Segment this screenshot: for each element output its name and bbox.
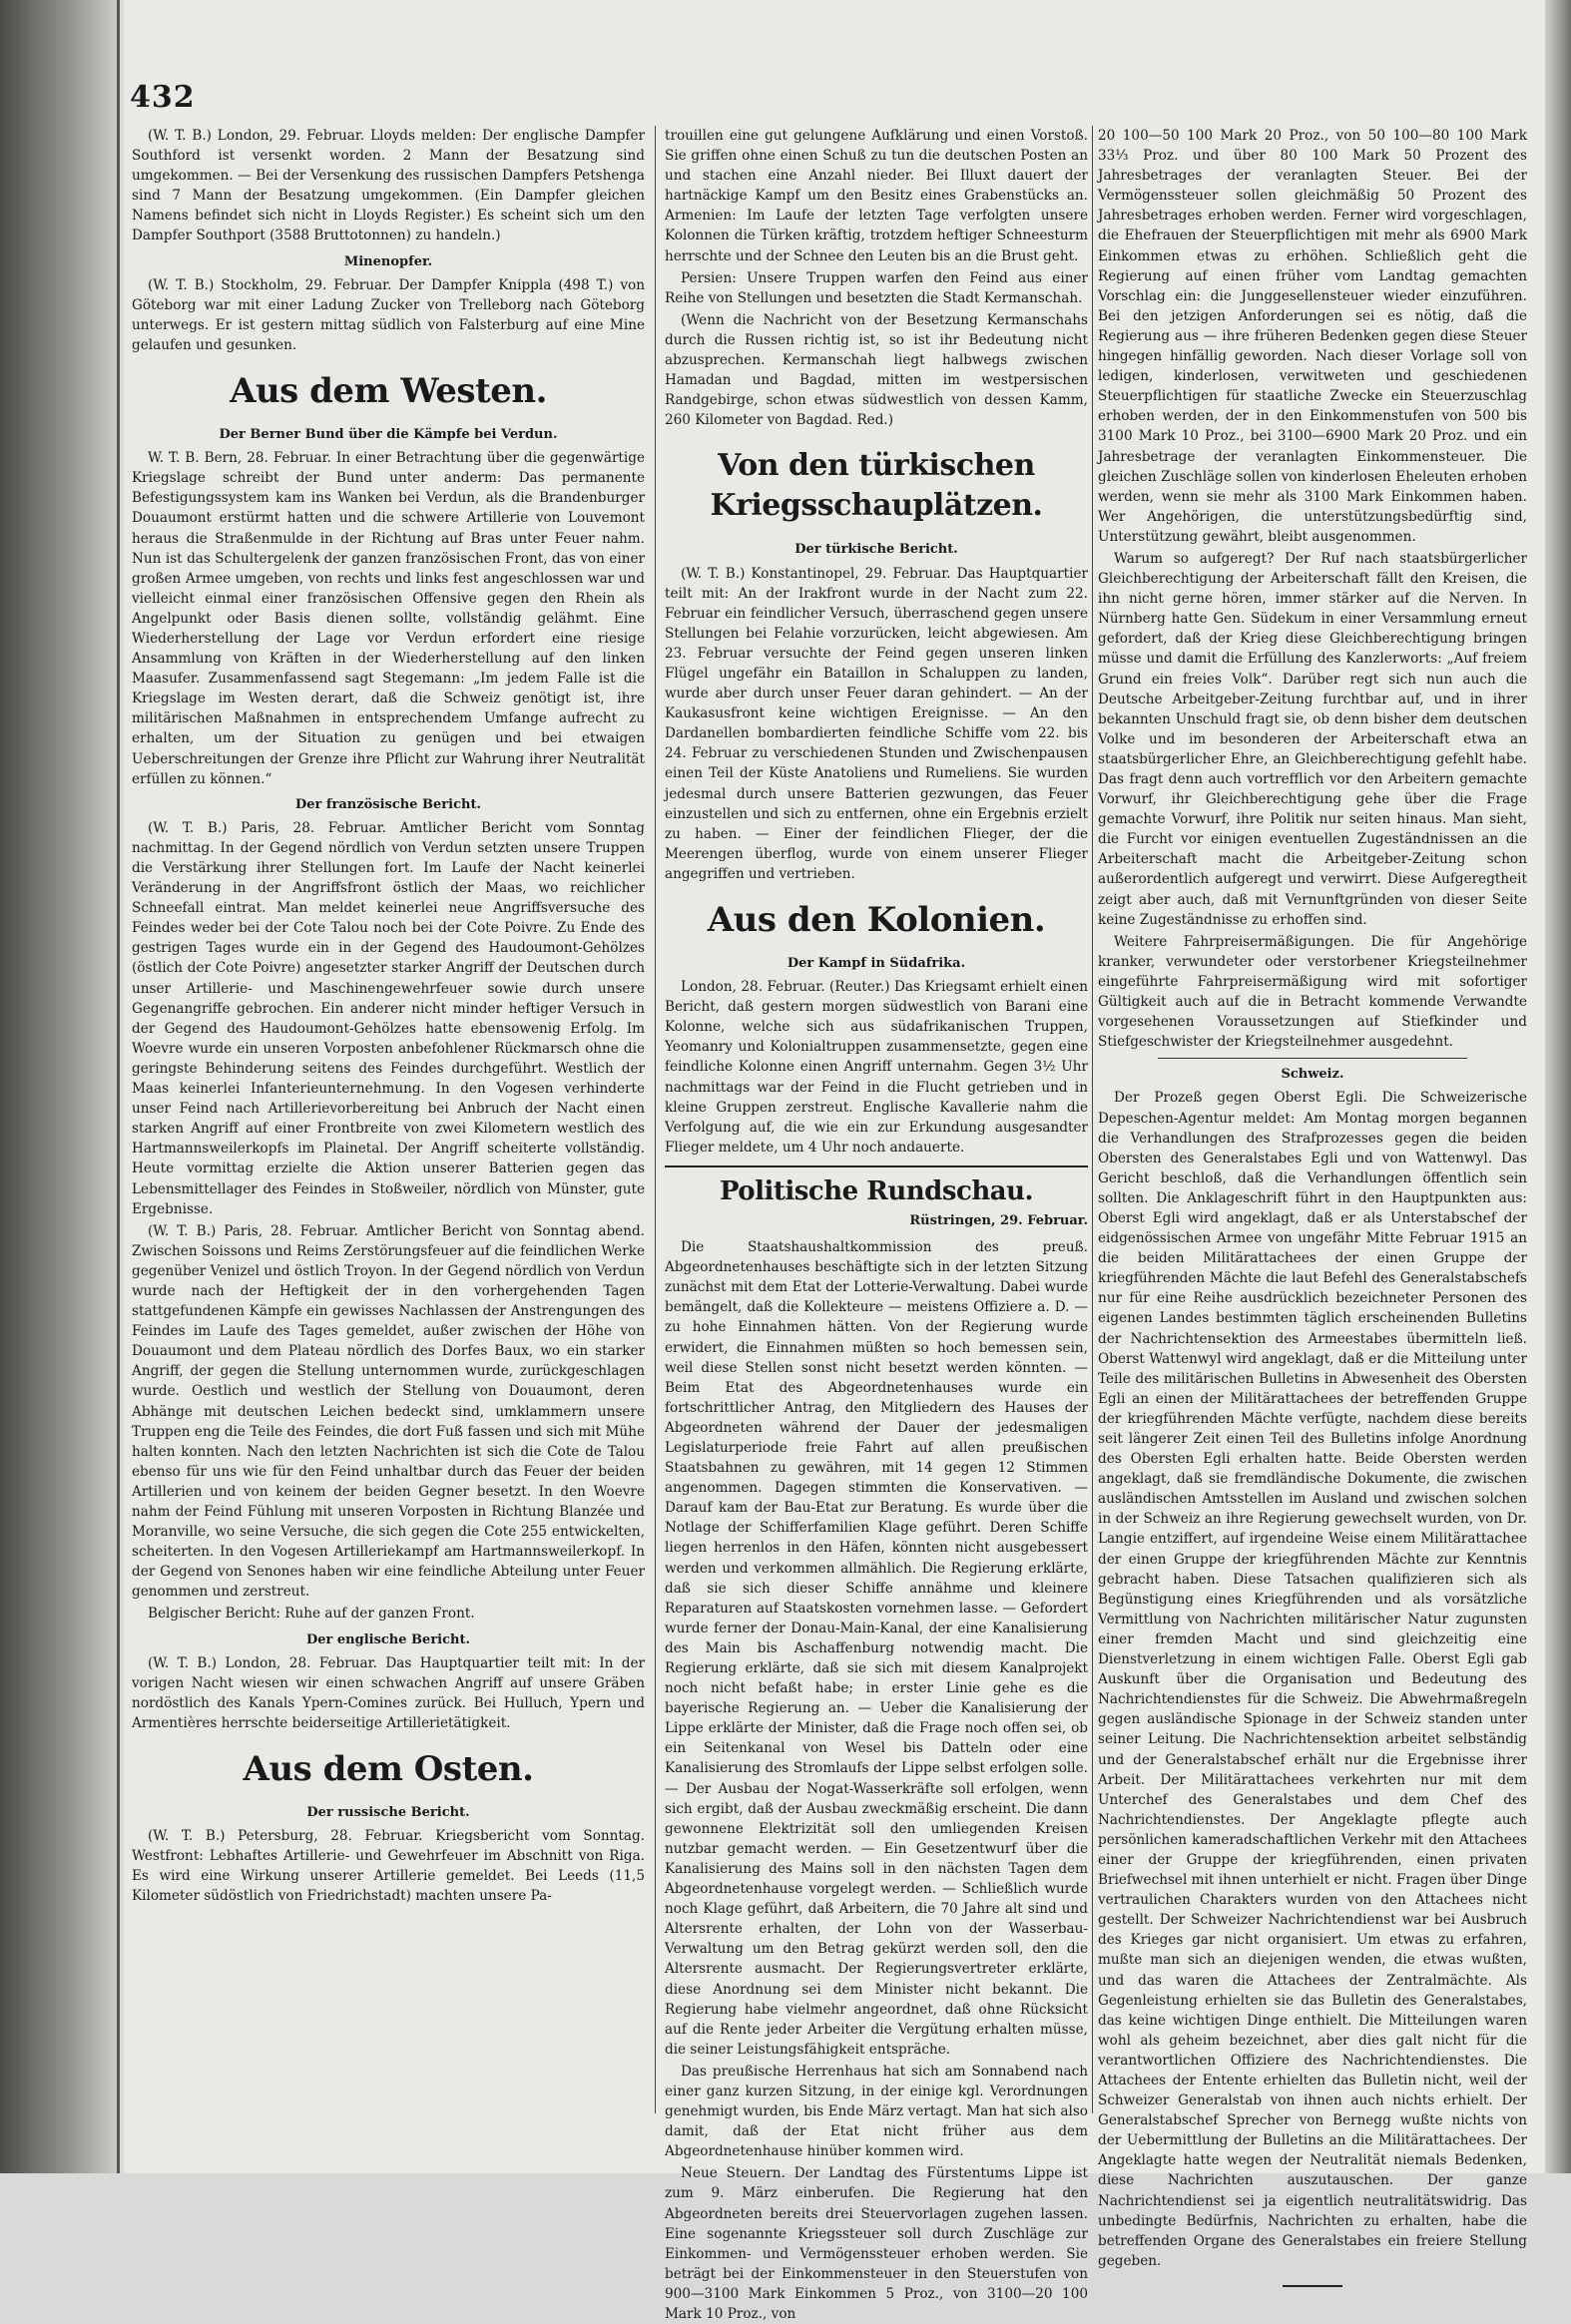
article-text: (W. T. B.) Paris, 28. Februar. Amtlicher Bericht von Sonntag abend. Zwischen Soissons und Reims Zerstörungsfeuer auf die feindlichen Werke gegenüber Venizel und östlich Troyon. In der Gegend nördlich von Verdun wurde nach der Heftigkeit der in den vorhergehenden Tagen stattgefundenen Kämpfe ein gewisses Nachlassen der Anstrengungen des Feindes im Laufe des Tages gemeldet, außer zwischen der Höhe von Douaumont und dem Plateau nördlich des Dorfes Baux, wo ein starker Angriff, der gegen die Stellung unternommen wurde, zurückgeschlagen wurde. Oestlich und westlich der Stellung von Douaumont, deren Abhänge mit deutschen Leichen bedeckt sind, umklammern unsere Truppen eng die Teile des Feindes, die dort Fuß fassen und sich mit Mühe halten konnten. Nach den letzten Nachrichten ist sich die Cote de Talou ebenso für uns wie für den Feind unhaltbar durch das Feuer der beiden Artillerien und von keinem der beiden Gegner besetzt. In den Woevre nahm der Feind Fühlung mit unseren Vorposten in Richtung Blanzée und Moranville, wo seine Versuche, die sich gegen die Cote 255 entwickelten, scheiterten. In den Vogesen Artilleriekampf am Hartmannsweilerkopf. In der Gegend von Senones haben wir eine feindliche Abteilung unter Feuer genommen und zerstreut. <box>132 1222 645 1601</box>
section-heading: Aus dem Westen. <box>230 371 547 412</box>
article-text: (W. T. B.) Stockholm, 29. Februar. Der Dampfer Knippla (498 T.) von Göteborg war mit einer Ladung Zucker von Trelleborg nach Göteborg unterwegs. Er ist gestern mittag südlich von Falsterburg auf eine Mine gelaufen und gesunken. <box>132 276 645 353</box>
section-subheading: Minenopfer. <box>343 253 433 269</box>
page-number: 432 <box>130 80 196 115</box>
article-text: Neue Steuern. Der Landtag des Fürstentums Lippe ist zum 9. März einberufen. Die Regierung hat den Abgeordneten bereits drei Steuervorlagen zugehen lassen. Eine sogenannte Kriegssteuer soll durch Zuschläge zur Einkommen- und Vermögenssteuer erhoben werden. Sie beträgt bei der Einkommensteuer in den Steuerstufen von 900—3100 Mark Einkommen 5 Proz., von 3100—20 100 Mark 10 Proz., von <box>665 2165 1088 2322</box>
article-text: (W. T. B.) London, 28. Februar. Das Hauptquartier teilt mit: In der vorigen Nacht wiesen wir einen schwachen Angriff auf unsere Gräben nordöstlich des Kanals Ypern-Comines zurück. Bei Hulluch, Ypern und Armentières herrschte beiderseitige Artillerietätigkeit. <box>132 1654 645 1731</box>
article-text: (W. T. B.) Paris, 28. Februar. Amtlicher Bericht vom Sonntag nachmittag. In der Gegend nördlich von Verdun setzten unsere Truppen die Verstärkung ihrer Stellungen fort. Im Laufe der Nacht keinerlei Veränderung in der Angriffsfront östlich der Maas, wo reichlicher Schneefall eintrat. Man meldet keinerlei neue Angriffsversuche des Feindes weder bei der Cote Talou noch bei der Cote Poivre. Zu Ende des gestrigen Tages wurde ein in der Gegend des Haudoumont-Gehölzes (östlich der Cote Poivre) angesetzter starker Angriff der Deutschen durch unser Artillerie- und Maschinengewehrfeuer sowie durch unsere Gegenangriffe gebrochen. Ein anderer nicht minder heftiger Versuch in der Gegend des Haudoumont-Gehölzes hatte ebensowenig Erfolg. Im Woevre wurde ein unseren Vorposten anbefohlener Rückmarsch ohne die geringste Behinderung seitens des Feindes durchgeführt. Westlich der Maas keinerlei Infanterieunternehmung. In den Vogesen verhinderte unser Feind nach Artillerievorbereitung bei Anbruch der Nacht einen starken Angriff auf einer Frontbreite von zwei Kilometern westlich des Hartmannsweilerkopfs im Plainetal. Der Angriff scheiterte vollständig. Heute vormittag erzielte die Aktion unserer Batterien gegen das Lebensmittellager des Feindes in Stoßweiler, nördlich von Münster, gute Ergebnisse. <box>132 819 645 1217</box>
section-rule <box>1158 1058 1467 1059</box>
article-text: 20 100—50 100 Mark 20 Proz., von 50 100—80 100 Mark 33⅓ Proz. und über 80 100 Mark 50 Prozent des Jahresbetrages der veranlagten Steuer. Bei der Vermögenssteuer sollen gleichmäßig 50 Prozent des Jahresbetrages erhoben werden. Ferner wird vorgeschlagen, die Ehefrauen der Steuerpflichtigen mit mehr als 6900 Mark Einkommen etwas zu erhöhen. Schließlich geht die Regierung auf einen früher vom Landtag gemachten Vorschlag ein: die Junggesellensteuer wieder einzuführen. Bei den jetzigen Anforderungen sei es nötig, daß die Regierung aus — ihre früheren Bedenken gegen diese Steuer hingegen hinfällig geworden. Nach dieser Vorlage soll von ledigen, kinderlosen, verwitweten und geschiedenen Steuerpflichtigen für staatliche Zwecke ein Steuerzuschlag erhoben werden, der in den Einkommenstufen von 500 bis 3100 Mark 10 Proz., bei 3100—6900 Mark 20 Proz. und ein Jahresbetrage der veranlagten Einkommensteuer. Die gleichen Zuschläge sollen von kinderlosen Eheleuten erhoben werden, wenn sie mehr als 3100 Mark Einkommen haben. Wer Angehörigen, die unterstützungsbedürftig sind, Unterstützung gewährt, bleibt ausgenommen. <box>1098 128 1527 545</box>
article-text: (W. T. B.) London, 29. Februar. Lloyds melden: Der englische Dampfer Southford ist versenkt worden. 2 Mann der Besatzung sind umgekommen. — Bei der Versenkung des russischen Dampfers Petshenga sind 7 Mann der Besatzung umgekommen. (Ein Dampfer gleichen Namens befindet sich nicht in Lloyds Register.) Es scheint sich um den Dampfer Southport (3588 Bruttotonnen) zu handeln.) <box>132 128 645 244</box>
book-binding <box>0 0 120 2173</box>
article-text: trouillen eine gut gelungene Aufklärung und einen Vorstoß. Sie griffen ohne einen Schuß zu tun die deutschen Posten an und stachen eine Anzahl nieder. Bei Illuxt dauert der hartnäckige Kampf um den Besitz eines Grabenstücks an. Armenien: Im Laufe der letzten Tage verfolgten unsere Kolonnen die Türken kräftig, trotzdem heftiger Schneesturm herrschte und der Schnee den Leuten bis an die Brust geht. <box>665 128 1088 264</box>
article-text: W. T. B. Bern, 28. Februar. In einer Betrachtung über die gegenwärtige Kriegslage schreibt der Bund unter anderm: Das permanente Befestigungssystem kam ins Wanken bei Verdun, als die Brandenburger Douaumont erstürmt hatten und die schwere Artillerie von Louvemont heraus die Straßenmulde in der Richtung auf Bras unter Feuer nahm. Nun ist das Schultergelenk der ganzen französischen Front, das von einer großen Armee umgeben, von rechts und links fest angeschlossen war und vielleicht einmal einer französischen Offensive gegen den Rhein als Angelpunkt oder Basis dienen sollte, vollständig gelähmt. Eine Wiederherstellung der Lage vor Verdun erfordert eine riesige Ansammlung von Kräften in der Wiederherstellung auf den linken Maasufer. Zusammenfassend sagt Stegemann: „Im jedem Falle ist die Kriegslage im Westen derart, daß die Schweiz genötigt ist, ihre militärischen Maßnahmen in entsprechendem Umfange aufrecht zu erhalten, um der Situation zu genügen und bei etwaigen Ueberschreitungen der Grenze ihre Pflicht zur Wahrung ihrer Neutralität erfüllen zu können.“ <box>132 450 645 787</box>
section-subheading: Der russische Bericht. <box>306 1805 470 1821</box>
article-text: (W. T. B.) Petersburg, 28. Februar. Kriegsbericht vom Sonntag. Westfront: Lebhaftes Artillerie- und Gewehrfeuer im Abschnitt von Riga. Es wird eine Wirkung unserer Artillerie gemeldet. Bei Leeds (11,5 Kilometer südöstlich von Friedrichstadt) machten unsere Pa- <box>132 1828 645 1905</box>
section-subheading: Schweiz. <box>1281 1067 1344 1083</box>
section-heading: Aus den Kolonien. <box>707 900 1046 940</box>
article-text: London, 28. Februar. (Reuter.) Das Kriegsamt erhielt einen Bericht, daß gestern morgen südwestlich von Barani eine Kolonne, welche sich aus südafrikanischen Truppen, Yeomanry und Kolonialtruppen zusammensetzte, gegen eine feindliche Kolonne einen Angriff unternahm. Gegen 3½ Uhr nachmittags war der Feind in die Flucht getrieben und in kleine Gruppen zerstreut. Englische Kavallerie nahm die Verfolgung auf, die wie ein zur Erkundung ausgesandter Flieger meldete, um 4 Uhr noch andauerte. <box>665 979 1088 1156</box>
page-edge <box>1545 0 1571 2173</box>
article-text: Das preußische Herrenhaus hat sich am Sonnabend nach einer ganz kurzen Sitzung, in der einige kgl. Verordnungen genehmigt wurden, bis Ende März vertagt. Man hat sich also damit, daß der Etat nicht früher aus dem Abgeordnetenhause hinüber kommen wird. <box>665 2063 1088 2160</box>
section-subheading: Der türkische Bericht. <box>794 542 958 558</box>
end-mark <box>1283 2285 1342 2287</box>
section-subheading: Der französische Bericht. <box>295 796 481 812</box>
article-text: (Wenn die Nachricht von der Besetzung Kermanschahs durch die Russen richtig ist, so ist ihr Bedeutung nicht abzusprechen. Kermanschah liegt halbwegs zwischen Hamadan und Bagdad, mitten im westpersischen Randgebirge, schon etwas südwestlich von dessen Kamm, 260 Kilometer von Bagdad. Red.) <box>665 311 1088 429</box>
section-subheading: Der Kampf in Südafrika. <box>786 956 966 971</box>
article-text: (W. T. B.) Konstantinopel, 29. Februar. Das Hauptquartier teilt mit: An der Irakfront wurde in der Nacht zum 22. Februar ein feindlicher Versuch, überraschend gegen unsere Stellungen bei Felahie vorzurücken, leicht abgewiesen. Am 23. Februar versuchte der Feind gegen unseren linken Flügel ungefähr ein Bataillon in Schaluppen zu landen, wurde aber durch unser Feuer daran gehindert. — An der Kaukasusfront keine wichtigen Ereignisse. — An den Dardanellen bombardierten feindliche Schiffe vom 22. bis 24. Februar zu verschiedenen Stunden und Zwischenpausen einen Teil der Küste Anatoliens und Rumeliens. Sie wurden jedesmal durch unsere Batterien gezwungen, das Feuer einzustellen und sich zu entfernen, ohne ein Ergebnis erzielt zu haben. — Einer der feindlichen Flieger, der die Meerengen überflog, wurde von einem unserer Flieger angegriffen und vertrieben. <box>665 565 1088 882</box>
section-heading: Von den türkischen Kriegsschauplätzen. <box>710 448 1043 524</box>
article-text: Die Staatshaushaltkommission des preuß. Abgeordnetenhauses beschäftigte sich in der letzten Sitzung zunächst mit dem Etat der Lotterie-Verwaltung. Dabei wurde bemängelt, daß die Kollekteure — meistens Offiziere a. D. — zu hohe Einnahmen hätten. Von der Regierung wurde erwidert, die Einnahmen müßten so hoch bemessen sein, weil diese Stellen sonst nicht besetzt werden könnten. — Beim Etat des Abgeordnetenhauses wurde ein fortschrittlicher Antrag, den Mitgliedern des Hauses der Abgeordneten während der Dauer der jedesmaligen Legislaturperiode freie Fahrt auf allen preußischen Staatsbahnen zu gewähren, mit 14 gegen 12 Stimmen angenommen. Dagegen stimmten die Konservativen. — Darauf kam der Bau-Etat zur Beratung. Es wurde über die Notlage der Schifferfamilien Klage geführt. Deren Schiffe liegen herrenlos in den Häfen, könnten nicht ausgebessert werden und verkommen allmählich. Die Regierung erklärte, daß sie sich dieser Schiffe annähme und kleinere Reparaturen auf Staatskosten vornehmen lasse. — Gefordert wurde ferner der Donau-Main-Kanal, der eine Kanalisierung des Main bis Aschaffenburg notwendig macht. Die Regierung erklärte, daß sie sich mit diesem Kanalprojekt noch nicht befaßt habe; in erster Linie gehe es die bayerische Regierung an. — Ueber die Kanalisierung der Lippe erklärte der Minister, daß die Frage noch offen sei, ob ein Seitenkanal von Wesel bis Datteln oder eine Kanalisierung des Stromlaufs der Lippe selbst erfolgen solle. — Der Ausbau der Nogat-Wasserkräfte soll erfolgen, wenn sich ergibt, daß der Ausbau zweckmäßig erscheint. Die dann gewonnene Elektrizität soll den umliegenden Kreisen nutzbar gemacht werden. — Ein Gesetzentwurf über die Kanalisierung des Mains soll in den nächsten Tagen dem Abgeordnetenhause vorgelegt werden. — Schließlich wurde noch Klage geführt, daß Arbeitern, die 70 Jahre alt sind und Altersrente erhalten, der Lohn von der Wasserbau-Verwaltung um den Betrag gekürzt werden soll, den die Altersrente ausmacht. Der Regierungsvertreter erklärte, diese Anordnung sei dem Minister nicht bekannt. Die Regierung habe vielmehr angeordnet, daß ohne Rücksicht auf die Rente jeder Arbeiter die Vergütung erhalten müsse, die seiner Leistungsfähigkeit entspräche. <box>665 1239 1088 2058</box>
column-3 <box>1098 126 1527 2269</box>
section-heading: Politische Rundschau. <box>719 1175 1034 1206</box>
section-subheading: Der Berner Bund über die Kämpfe bei Verdun. <box>219 427 558 443</box>
column-2 <box>665 126 1088 2322</box>
column-divider <box>1092 126 1093 2113</box>
column-divider <box>655 126 656 2113</box>
article-text: Belgischer Bericht: Ruhe auf der ganzen Front. <box>148 1606 475 1623</box>
article-text: Weitere Fahrpreisermäßigungen. Die für Angehörige kranker, verwundeter oder verstorbener Kriegsteilnehmer eingeführte Fahrpreisermäßigung wird mit sofortiger Gültigkeit auch auf die in Betracht kommende Verwandte vorgesehenen Voraussetzungen auf Stiefkinder und Stiefgeschwister der Kriegsteilnehmer ausgedehnt. <box>1098 933 1527 1051</box>
section-rule <box>665 1165 1088 1167</box>
column-1 <box>132 126 645 2113</box>
section-heading: Aus dem Osten. <box>243 1749 534 1790</box>
dateline: Rüstringen, 29. Februar. <box>909 1212 1088 1228</box>
article-text: Persien: Unsere Truppen warfen den Feind aus einer Reihe von Stellungen und besetzten die Stadt Kermanschah. <box>665 269 1088 306</box>
article-text: Warum so aufgeregt? Der Ruf nach staatsbürgerlicher Gleichberechtigung der Arbeiterschaft fällt den Kreisen, die ihn nicht gerne hören, immer stärker auf die Nerven. In Nürnberg hatte Gen. Südekum in einer Versammlung erneut gefordert, daß der Krieg diese Gleichberechtigung bringen müsse und damit die Erfüllung des Kanzlerworts: „Auf freiem Grund ein freies Volk“. Darüber regt sich nun auch die Deutsche Arbeitgeber-Zeitung furchtbar auf, und in ihrer bekannten Unschuld fragt sie, ob denn bisher dem deutschen Volke und im besonderen der Arbeiterschaft etwa an staatsbürgerlicher Ehre, an Gleichberechtigung gefehlt habe. Das fragt denn auch vortrefflich vor den Arbeitern gemachte Vorwurf, ihr Gleichberechtigung gehe über die Frage gemachte Vorwurf, ihre Politik nur seiten hinaus. Man sieht, die Furcht vor einigen eventuellen Zugeständnissen an die Arbeiterschaft macht die Arbeitgeber-Zeitung schon außerordentlich aufgeregt und verwirrt. Diese Aufgeregtheit zeigt aber auch, daß mit Vernunftgründen von dieser Seite keine Zugeständnisse zu erhoffen sind. <box>1098 550 1527 928</box>
section-subheading: Der englische Bericht. <box>305 1631 471 1647</box>
article-text: Der Prozeß gegen Oberst Egli. Die Schweizerische Depeschen-Agentur meldet: Am Montag morgen begannen die Verhandlungen des Strafprozesses gegen die beiden Obersten des Generalstabes Egli und von Wattenwyl. Das Gericht beschloß, daß die Verhandlungen öffentlich sein sollten. Die Anklageschrift führt in den Hauptpunkten aus: Oberst Egli wird angeklagt, daß er als Unterstabschef der eidgenössischen Armee von ungefähr Mitte Februar 1915 an die beiden Militärattachees der einen Gruppe der kriegführenden Mächte die laut Befehl des Generalstabschefs nur für eine Reihe ausdrücklich bezeichneter Personen des eigenen Landes bestimmten täglich erscheinenden Bulletins der Nachrichtensektion des Armeestabes übermitteln ließ. Oberst Wattenwyl wird angeklagt, daß er die Mitteilung unter Teile des militärischen Bulletins in Abwesenheit des Obersten Egli an einen der Militärattachees der betreffenden Gruppe der kriegführenden Mächte verfügte, nachdem diese bereits seit längerer Zeit einen Teil des Bulletins infolge Anordnung des Obersten Egli erhalten hatte. Beide Obersten werden angeklagt, daß sie fremdländische Dokumente, die zwischen ausländischen Amtsstellen im Ausland und zwischen solchen in der Schweiz an ihre Regierung gewechselt wurden, von Dr. Langie entziffert, auf irgendeine Weise einem Militärattachee der einen Gruppe der kriegführenden Mächte zur Kenntnis gebracht haben. Diese Tatsachen qualifizieren sich als Begünstigung eines Kriegführenden und als vorsätzliche Vermittlung von Nachrichten militärischer Natur zugunsten einer fremden Macht und sind gleichzeitig eine Dienstverletzung in einem wichtigen Falle. Oberst Egli gab Auskunft über die Organisation und Bedeutung des Nachrichtendienstes für die Schweiz. Die Abwehrmaßregeln gegen ausländische Spionage in der Schweiz standen unter seiner Leitung. Die Nachrichtensektion arbeitet selbständig und der Generalstabschef erhält nur die Ergebnisse ihrer Arbeit. Der Militärattachees verkehrten nur mit dem Unterchef des Generalstabes und dem Chef des Nachrichtendienstes. Der Angeklagte pflegte auch persönlichen kameradschaftlichen Verkehr mit den Attachees einer der Gruppe der kriegführenden, einen privaten Briefwechsel mit ihnen unterhielt er nicht. Fragen über Dinge vertraulichen Charakters wurden von den Attachees nicht gestellt. Der Schweizer Nachrichtendienst war bei Ausbruch des Krieges gar nicht organisiert. Um etwas zu erfahren, mußte man sich an diejenigen wenden, die etwas wußten, und das waren die Attachees der Zentralmächte. Als Gegenleistung erhielten sie das Bulletin des Generalstabes, das keine wichtigen Dinge enthielt. Die Mitteilungen waren wohl als geheim bezeichnet, aber dies galt nicht für die verantwortlichen Offiziere des Nachrichtendienstes. Die Attachees der Entente erhielten das Bulletin nicht, weil der Schweizer Generalstab von ihnen auch nichts erhielt. Der Generalstabschef Sprecher von Bernegg wußte nichts von der Uebermittlung der Bulletins an die Militärattachees. Der Angeklagte hatte wegen der Neutralität niemals Bedenken, diese Nachrichten auszutauschen. Der ganze Nachrichtendienst sei ja eigentlich neutralitätswidrig. Das unbedingte Bedürfnis, Nachrichten zu erhalten, habe die betreffenden Organe des Generalstabes ein freiere Stellung gegeben. <box>1098 1090 1527 2269</box>
